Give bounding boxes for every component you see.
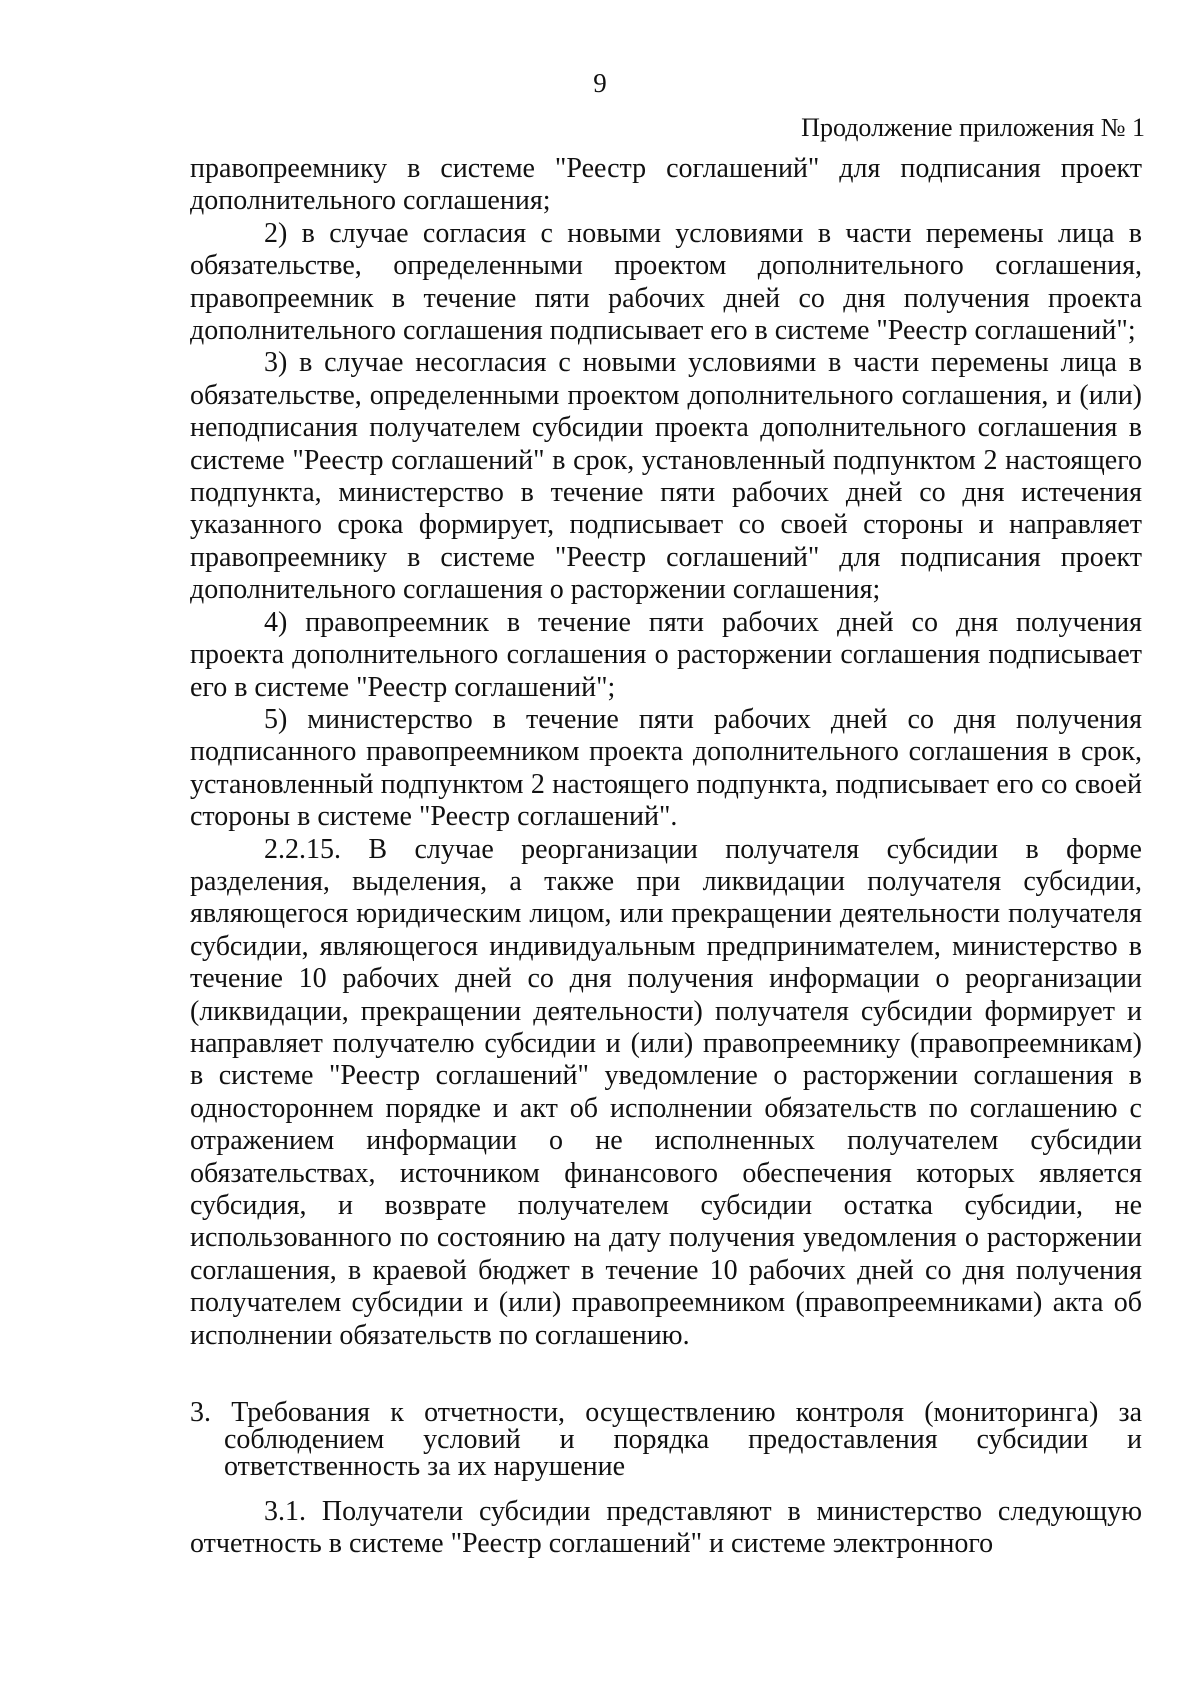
paragraph-item-3: 3) в случае несогласия с новыми условиями в части перемены лица в обязательстве, определенными проектом дополнительного соглашения, и (или) неподписания получателем субсидии проекта дополнительного соглашения в системе "Реестр соглашений" в срок, установленный подпунктом 2 настоящего подпункта, министерство в течение пяти рабочих дней со дня истечения указанного срока формирует, подписывает со своей стороны и направляет правопреемнику в системе "Реестр соглашений" для подписания проект дополнительного соглашения о расторжении соглашения;: [190, 347, 1142, 606]
paragraph-continued: правопреемнику в системе "Реестр соглашений" для подписания проект дополнительного соглашения;: [190, 153, 1142, 217]
paragraph-item-2: 2) в случае согласия с новыми условиями в части перемены лица в обязательстве, определенными проектом дополнительного соглашения, правопреемник в течение пяти рабочих дней со дня получения проекта дополнительного соглашения подписывает его в системе "Реестр соглашений";: [190, 217, 1142, 347]
section-3-heading: 3. Требования к отчетности, осуществлению контроля (мониторинга) за соблюдением условий и порядка предоставления субсидии и ответственность за их нарушение: [190, 1397, 1142, 1483]
paragraph-item-5: 5) министерство в течение пяти рабочих дней со дня получения подписанного правопреемником проекта дополнительного соглашения в срок, установленный подпунктом 2 настоящего подпункта, подписывает его со своей стороны в системе "Реестр соглашений".: [190, 703, 1142, 833]
paragraph-3-1: 3.1. Получатели субсидии представляют в министерство следующую отчетность в системе "Реестр соглашений" и системе электронного: [190, 1496, 1142, 1560]
paragraph-2-2-15: 2.2.15. В случае реорганизации получателя субсидии в форме разделения, выделения, а также при ликвидации получателя субсидии, являющегося юридическим лицом, или прекращении деятельности получателя субсидии, являющегося индивидуальным предпринимателем, министерство в течение 10 рабочих дней со дня получения информации о реорганизации (ликвидации, прекращении деятельности) получателя субсидии формирует и направляет получателю субсидии и (или) правопреемнику (правопреемникам) в системе "Реестр соглашений" уведомление о расторжении соглашения в одностороннем порядке и акт об исполнении обязательств по соглашению с отражением информации о не исполненных получателем субсидии обязательствах, источником финансового обеспечения которых является субсидия, и возврате получателем субсидии остатка субсидии, не использованного по состоянию на дату получения уведомления о расторжении соглашения, в краевой бюджет в течение 10 рабочих дней со дня получения получателем субсидии и (или) правопреемником (правопреемниками) акта об исполнении обязательств по соглашению.: [190, 833, 1142, 1351]
page-number: 9: [593, 68, 607, 98]
paragraph-item-4: 4) правопреемник в течение пяти рабочих дней со дня получения проекта дополнительного соглашения о расторжении соглашения подписывает его в системе "Реестр соглашений";: [190, 606, 1142, 703]
continuation-label: Продолжение приложения № 1: [801, 113, 1145, 142]
document-body: [190, 153, 1142, 1561]
